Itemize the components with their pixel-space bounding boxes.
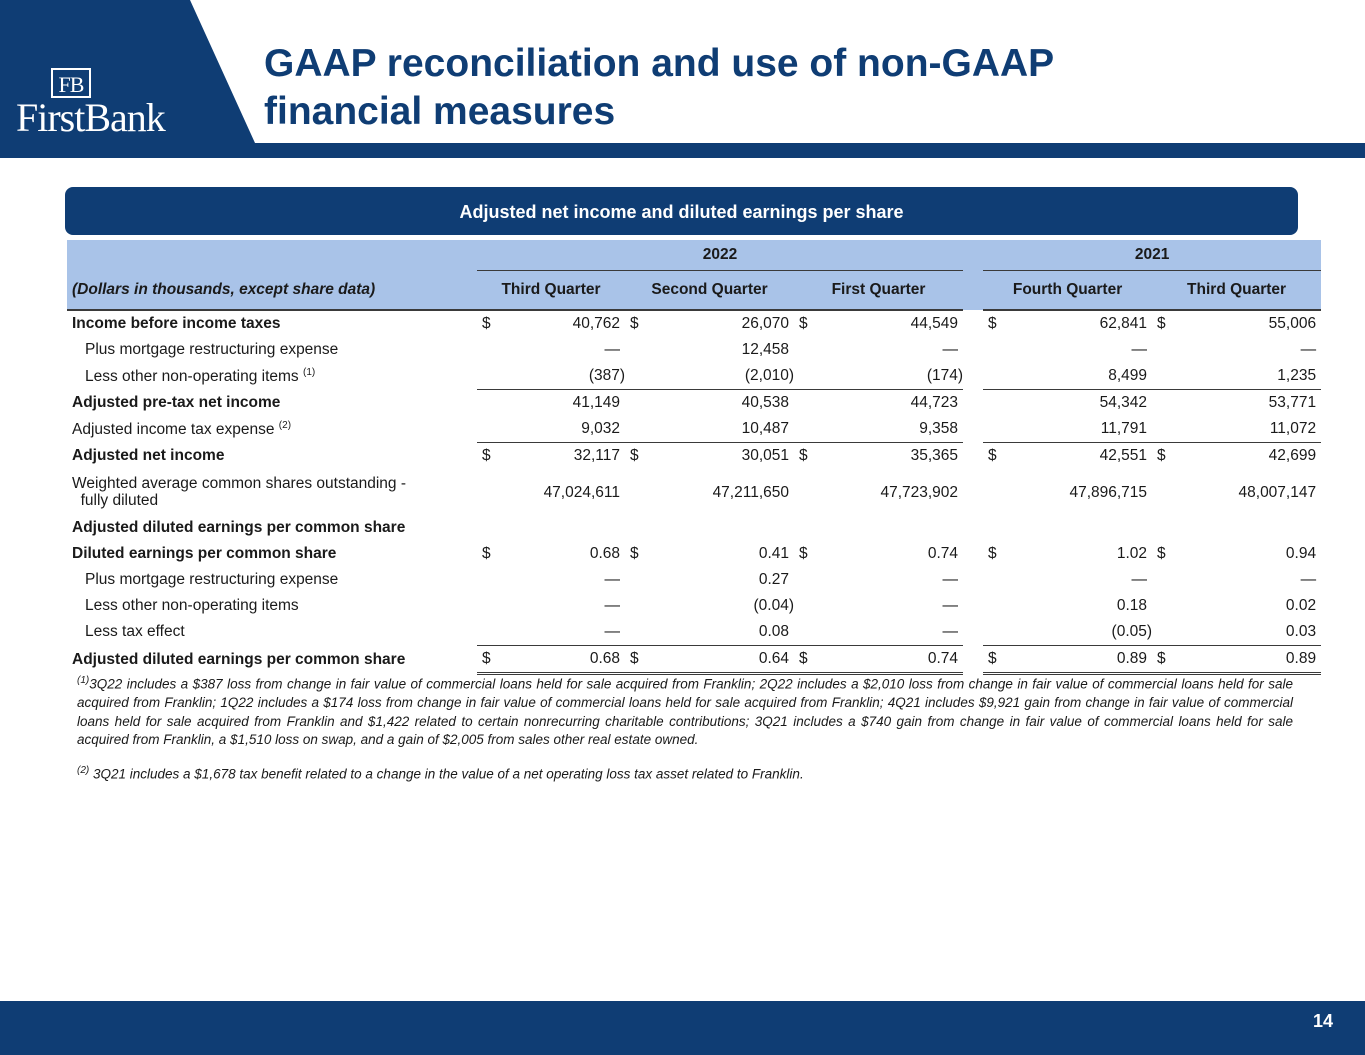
currency-symbol: $: [799, 545, 808, 562]
currency-symbol: $: [630, 315, 639, 332]
cell-value: [499, 515, 625, 541]
row-label: [67, 469, 477, 515]
table-row: [67, 310, 1321, 337]
footnote-2: [77, 762, 1293, 784]
cell-value: 0.18: [1116, 597, 1148, 614]
currency-symbol: [1152, 337, 1174, 363]
currency-symbol: $: [625, 646, 647, 674]
cell-value: [1005, 515, 1152, 541]
table-row: [67, 593, 1321, 619]
row-label-text: Adjusted diluted earnings per common share: [72, 650, 406, 668]
col-header: Third Quarter: [1152, 271, 1321, 311]
currency-symbol: [1152, 416, 1174, 443]
col-header: Third Quarter: [477, 271, 625, 311]
currency-symbol: [625, 363, 647, 390]
currency-symbol: [794, 515, 816, 541]
units-label: (Dollars in thousands, except share data): [67, 271, 477, 311]
cell-value: —: [1300, 571, 1317, 588]
cell-value: 0.27: [758, 571, 789, 588]
table-row: [67, 390, 1321, 417]
cell-value: (2,010): [744, 367, 794, 384]
currency-symbol: $: [1157, 545, 1166, 562]
currency-symbol: [625, 469, 647, 515]
currency-symbol: [477, 619, 499, 646]
row-label: [67, 390, 477, 417]
row-label: [67, 567, 477, 593]
row-label-text: Income before income taxes: [72, 315, 281, 332]
currency-symbol: [477, 337, 499, 363]
cell-value: —: [942, 571, 959, 588]
currency-symbol: $: [988, 545, 997, 562]
cell-value: 48,007,147: [1238, 483, 1317, 501]
column-header-row: [67, 271, 1321, 311]
currency-symbol: [983, 416, 1005, 443]
table-body: [67, 310, 1321, 674]
currency-symbol: $: [799, 315, 808, 332]
currency-symbol: [1152, 390, 1174, 417]
row-label: [67, 363, 477, 390]
currency-symbol: [477, 390, 499, 417]
currency-symbol: [625, 593, 647, 619]
currency-symbol: [983, 363, 1005, 390]
currency-symbol: [625, 390, 647, 417]
footnote-ref: (1): [303, 366, 316, 378]
row-label: [67, 593, 477, 619]
slide-header: [0, 0, 1365, 158]
cell-value: —: [942, 623, 959, 640]
currency-symbol: [794, 619, 816, 646]
footnote-1: [77, 672, 1293, 750]
table-row: [67, 619, 1321, 646]
row-label-text: Diluted earnings per common share: [72, 545, 337, 562]
cell-value: 1,235: [1277, 367, 1317, 384]
row-label: [67, 443, 477, 470]
currency-symbol: [983, 469, 1005, 515]
currency-symbol: [794, 363, 816, 390]
row-label-text: Plus mortgage restructuring expense: [85, 341, 339, 358]
cell-value: 53,771: [1174, 390, 1321, 417]
col-header: Second Quarter: [625, 271, 794, 311]
cell-value: 10,487: [741, 420, 789, 437]
year-header-row: [67, 240, 1321, 271]
currency-symbol: [625, 337, 647, 363]
currency-symbol: [794, 416, 816, 443]
reconciliation-table: [67, 240, 1321, 675]
cell-value: 0.68: [499, 646, 625, 674]
year-2022: 2022: [477, 240, 963, 271]
table-row: [67, 443, 1321, 470]
currency-symbol: [1152, 567, 1174, 593]
cell-value: 62,841: [1099, 315, 1148, 332]
cell-value: [647, 515, 794, 541]
row-label-text: Less other non-operating items: [85, 367, 299, 385]
row-label-text: Plus mortgage restructuring expense: [85, 571, 339, 588]
currency-symbol: $: [1157, 315, 1166, 332]
cell-value: 41,149: [499, 390, 625, 417]
cell-value: —: [604, 623, 620, 640]
year-2021: 2021: [983, 240, 1321, 271]
currency-symbol: $: [625, 443, 647, 470]
currency-symbol: [625, 515, 647, 541]
cell-value: 0.74: [927, 545, 959, 562]
footnote-2-marker: (2): [77, 764, 90, 776]
row-label-text: Adjusted net income: [72, 446, 225, 464]
cell-value: [1174, 515, 1321, 541]
row-label: [67, 541, 477, 567]
cell-value: —: [604, 571, 620, 588]
currency-symbol: [1152, 363, 1174, 390]
currency-symbol: [794, 593, 816, 619]
footnote-1-marker: (1): [77, 675, 90, 686]
cell-value: —: [942, 341, 959, 358]
cell-value: 0.02: [1285, 597, 1317, 614]
cell-value: 1.02: [1116, 545, 1148, 562]
cell-value: 55,006: [1268, 315, 1317, 332]
currency-symbol: $: [1152, 646, 1174, 674]
cell-value: (0.05): [1111, 623, 1153, 640]
cell-value: 30,051: [647, 443, 794, 470]
cell-value: (387): [588, 367, 625, 384]
table-row: [67, 646, 1321, 674]
cell-value: 42,551: [1005, 443, 1152, 470]
cell-value: 47,024,611: [543, 483, 620, 501]
currency-symbol: [983, 593, 1005, 619]
currency-symbol: $: [482, 545, 491, 562]
row-label: [67, 515, 477, 541]
page-number: 14: [1312, 1011, 1333, 1031]
cell-value: 44,723: [816, 390, 963, 417]
currency-symbol: [794, 390, 816, 417]
cell-value: 12,458: [741, 341, 789, 358]
row-label-text: Adjusted income tax expense: [72, 420, 275, 438]
cell-value: 9,032: [581, 420, 620, 437]
currency-symbol: [983, 515, 1005, 541]
cell-value: 47,723,902: [880, 483, 959, 501]
cell-value: 0.08: [758, 623, 789, 640]
currency-symbol: [625, 567, 647, 593]
table-row: [67, 337, 1321, 363]
currency-symbol: [794, 567, 816, 593]
cell-value: 47,896,715: [1069, 483, 1148, 501]
currency-symbol: $: [794, 646, 816, 674]
cell-value: 40,538: [647, 390, 794, 417]
cell-value: 0.74: [816, 646, 963, 674]
currency-symbol: [477, 363, 499, 390]
cell-value: 26,070: [741, 315, 789, 332]
currency-symbol: [983, 567, 1005, 593]
footnote-2-text: 3Q21 includes a $1,678 tax benefit related to a change in the value of a net operating loss tax asset related to Franklin.: [89, 766, 804, 781]
currency-symbol: $: [477, 443, 499, 470]
cell-value: 35,365: [816, 443, 963, 470]
cell-value: 0.41: [758, 545, 789, 562]
table-row: [67, 416, 1321, 443]
currency-symbol: $: [477, 646, 499, 674]
table-row: [67, 363, 1321, 390]
currency-symbol: [794, 469, 816, 515]
cell-value: 40,762: [572, 315, 620, 332]
footnotes: [77, 672, 1293, 796]
cell-value: [816, 515, 963, 541]
currency-symbol: [983, 390, 1005, 417]
cell-value: 32,117: [499, 443, 625, 470]
col-header: Fourth Quarter: [983, 271, 1152, 311]
cell-value: (0.04): [753, 597, 794, 614]
cell-value: 0.64: [647, 646, 794, 674]
currency-symbol: [1152, 619, 1174, 646]
slide-footer: [0, 1001, 1365, 1055]
cell-value: —: [942, 597, 959, 614]
cell-value: —: [1300, 341, 1317, 358]
table-row: [67, 469, 1321, 515]
row-label: [67, 337, 477, 363]
cell-value: —: [604, 597, 620, 614]
cell-value: 11,791: [1100, 420, 1148, 437]
row-label-text: Less tax effect: [85, 623, 185, 641]
cell-value: 44,549: [910, 315, 959, 332]
row-label: [67, 416, 477, 443]
row-label-text: Less other non-operating items: [85, 597, 299, 614]
footnote-ref: (2): [278, 419, 292, 431]
currency-symbol: [983, 619, 1005, 646]
footnote-1-text: 3Q22 includes a $387 loss from change in fair value of commercial loans held for sale acquired from Franklin; 2Q22 includes a $2,010 loss from change in fair value of commercial loans held for sale acquired from Franklin; 1Q22 includes a $174 loss from change in fair value of commercial loans held for sale acquired from Franklin; 4Q21 includes $9,921 gain from change in fair value of commercial loans held for sale acquired from Franklin and $1,422 related to certain nonrecurring charitable contributions; 3Q21 includes a $740 gain from change in fair value of commercial loans held for sale acquired from Franklin, a $1,510 loss on swap, and a gain of $2,005 from sales other real estate owned.: [77, 676, 1293, 747]
cell-value: 54,342: [1005, 390, 1152, 417]
cell-value: —: [604, 341, 620, 358]
currency-symbol: [1152, 593, 1174, 619]
row-label-text: Adjusted pre-tax net income: [72, 393, 281, 411]
currency-symbol: $: [988, 315, 997, 332]
page-title: GAAP reconciliation and use of non-GAAP financial measures: [264, 42, 1055, 133]
currency-symbol: [477, 416, 499, 443]
currency-symbol: [794, 337, 816, 363]
row-label: [67, 310, 477, 337]
cell-value: 0.03: [1285, 623, 1317, 640]
header-rule: [0, 143, 1365, 158]
section-banner: Adjusted net income and diluted earnings per share: [65, 187, 1298, 235]
currency-symbol: [477, 593, 499, 619]
table-row: [67, 541, 1321, 567]
cell-value: —: [1131, 571, 1148, 588]
currency-symbol: $: [983, 646, 1005, 674]
cell-value: 8,499: [1108, 367, 1148, 384]
cell-value: 9,358: [919, 420, 959, 437]
currency-symbol: [625, 416, 647, 443]
currency-symbol: [477, 469, 499, 515]
cell-value: 0.68: [589, 545, 620, 562]
currency-symbol: $: [794, 443, 816, 470]
logo-mark: FB: [51, 68, 91, 98]
row-label: [67, 646, 477, 674]
currency-symbol: [477, 567, 499, 593]
currency-symbol: [477, 515, 499, 541]
logo-wordmark: FirstBank: [16, 95, 165, 140]
cell-value: 0.94: [1285, 545, 1317, 562]
row-label-text: Adjusted diluted earnings per common share: [72, 519, 406, 536]
table-row: [67, 567, 1321, 593]
cell-value: 11,072: [1269, 420, 1317, 437]
cell-value: 0.89: [1005, 646, 1152, 674]
currency-symbol: [1152, 469, 1174, 515]
currency-symbol: $: [482, 315, 491, 332]
col-header: First Quarter: [794, 271, 963, 311]
currency-symbol: [1152, 515, 1174, 541]
row-label: [67, 619, 477, 646]
cell-value: 42,699: [1174, 443, 1321, 470]
currency-symbol: $: [630, 545, 639, 562]
currency-symbol: [625, 619, 647, 646]
table-row: [67, 515, 1321, 541]
row-label-text: Weighted average common shares outstanding - fully diluted: [72, 475, 407, 509]
currency-symbol: [983, 337, 1005, 363]
cell-value: —: [1131, 341, 1148, 358]
cell-value: 47,211,650: [712, 483, 789, 501]
cell-value: 0.89: [1174, 646, 1321, 674]
cell-value: (174): [926, 367, 964, 384]
currency-symbol: $: [1152, 443, 1174, 470]
currency-symbol: $: [983, 443, 1005, 470]
